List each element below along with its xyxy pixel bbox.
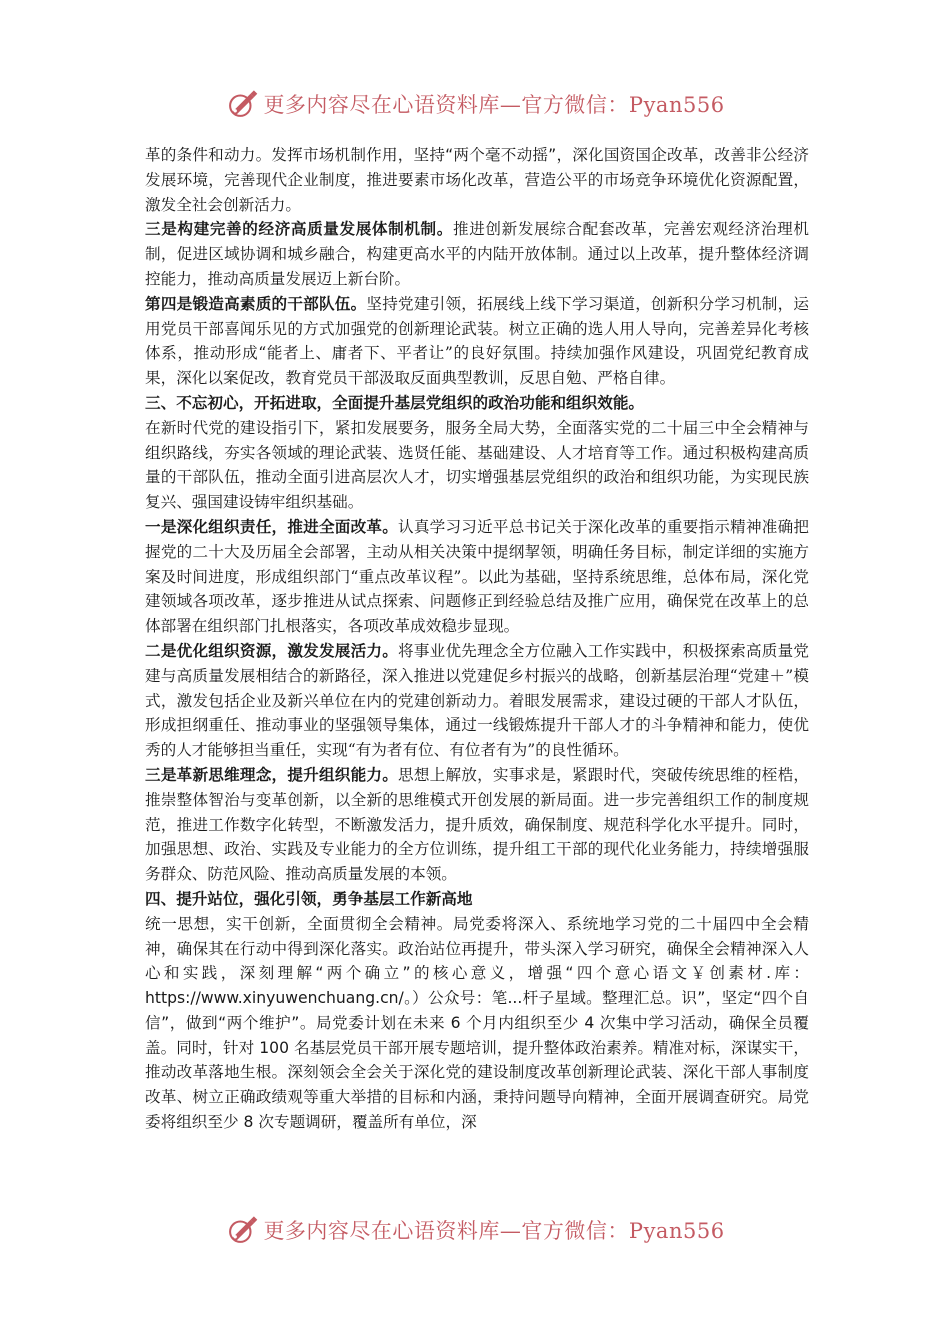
paragraph-2	[145, 217, 809, 291]
paragraph-1: 革的条件和动力。发挥市场机制作用，坚持“两个毫不动摇”，深化国资国企改革，改善非公经济发展环境，完善现代企业制度，推进要素市场化改革，营造公平的市场竞争环境优化资源配置，激发全社会创新活力。	[145, 146, 809, 214]
paragraph-3	[145, 292, 809, 391]
paragraph-6-lead: 二是优化组织资源，激发发展活力。	[145, 641, 399, 660]
paragraph-7-lead: 三是革新思维理念，提升组织能力。	[145, 765, 399, 784]
paragraph-8: 统一思想，实干创新，全面贯彻全会精神。局党委将深入、系统地学习党的二十届四中全会精神，确保其在行动中得到深化落实。政治站位再提升，带头深入学习研究，确保全会精神深入人心和实践，深刻理解“两个确立”的核心意义，增强“四个意心语文￥创素材.库：https://www.xinyuwenchuang.cn/。）公众号：笔...杆子星域。整理汇总。识”，坚定“四个自信”，做到“两个维护”。局党委计划在未来 6 个月内组织至少 4 次集中学习活动，确保全员覆盖。同时，针对 100 名基层党员干部开展专题培训，提升整体政治素养。精准对标，深谋实干，推动改革落地生根。深刻领会全会关于深化党的建设制度改革创新理论武装、深化干部人事制度改革、树立正确政绩观等重大举措的目标和内涵，秉持问题导向精神，全面开展调查研究。局党委将组织至少 8 次专题调研，覆盖所有单位，深	[145, 914, 809, 1132]
paragraph-4: 在新时代党的建设指引下，紧扣发展要务，服务全局大势，全面落实党的二十届三中全会精神与组织路线，夯实各领域的理论武装、选贤任能、基础建设、人才培育等工作。通过积极构建高质量的干部队伍，推动全面引进高层次人才，切实增强基层党组织的政治和组织功能，为实现民族复兴、强国建设铸牢组织基础。	[145, 418, 809, 512]
paragraph-5-lead: 一是深化组织责任，推进全面改革。	[145, 517, 399, 536]
paragraph-7	[145, 763, 809, 887]
header-watermark-text: 更多内容尽在心语资料库—官方微信：Pyan556	[263, 93, 725, 117]
paragraph-3-lead: 第四是锻造高素质的干部队伍。	[145, 294, 367, 313]
paragraph-6-body: 将事业优先理念全方位融入工作实践中，积极探索高质量党建与高质量发展相结合的新路径，深入推进以党建促乡村振兴的战略，创新基层治理“党建＋”模式，激发包括企业及新兴单位在内的党建创新动力。着眼发展需求，建设过硬的干部人才队伍，形成担纲重任、推动事业的坚强领导集体，通过一线锻炼提升干部人才的斗争精神和能力，使优秀的人才能够担当重任，实现“有为者有位、有位者有为”的良性循环。	[145, 641, 809, 760]
footer-watermark-text: 更多内容尽在心语资料库—官方微信：Pyan556	[263, 1219, 725, 1243]
pen-logo-icon	[225, 87, 259, 121]
paragraph-2-lead: 三是构建完善的经济高质量发展体制机制。	[145, 220, 453, 239]
paragraph-5-body: 认真学习习近平总书记关于深化改革的重要指示精神准确把握党的二十大及历届全会部署，主动从相关决策中提纲挈领，明确任务目标，制定详细的实施方案及时间进度，形成组织部门“重点改革议程”。以此为基础，坚持系统思维，总体布局，深化党建领域各项改革，逐步推进从试点探索、问题修正到经验总结及推广应用，确保党在改革上的总体部署在组织部门扎根落实，各项改革成效稳步显现。	[145, 517, 809, 636]
paragraph-7-body: 思想上解放，实事求是，紧跟时代，突破传统思维的桎梏，推崇整体智治与变革创新，以全新的思维模式开创发展的新局面。进一步完善组织工作的制度规范，推进工作数字化转型，不断激发活力，提升质效，确保制度、规范科学化水平提升。同时，加强思想、政治、实践及专业能力的全方位训练，提升组工干部的现代化业务能力，持续增强服务群众、防范风险、推动高质量发展的本领。	[145, 765, 809, 884]
pen-logo-icon	[225, 1213, 259, 1247]
footer-watermark-banner	[0, 1210, 950, 1250]
paragraph-3-body: 坚持党建引领，拓展线上线下学习渠道，创新积分学习机制，运用党员干部喜闻乐见的方式加强党的创新理论武装。树立正确的选人用人导向，完善差异化考核体系，推动形成“能者上、庸者下、平者让”的良好氛围。持续加强作风建设，巩固党纪教育成果，深化以案促改，教育党员干部汲取反面典型教训，反思自勉、严格自律。	[145, 294, 809, 388]
document-body	[145, 143, 809, 1135]
paragraph-2-body: 推进创新发展综合配套改革，完善宏观经济治理机制，促进区域协调和城乡融合，构建更高水平的内陆开放体制。通过以上改革，提升整体经济调控能力，推动高质量发展迈上新台阶。	[145, 220, 809, 288]
section-heading-3: 三、不忘初心，开拓进取，全面提升基层党组织的政治功能和组织效能。	[145, 393, 645, 412]
paragraph-5	[145, 515, 809, 639]
header-watermark-banner	[0, 84, 950, 124]
section-heading-4: 四、提升站位，强化引领，勇争基层工作新高地	[145, 889, 473, 908]
paragraph-6	[145, 639, 809, 763]
